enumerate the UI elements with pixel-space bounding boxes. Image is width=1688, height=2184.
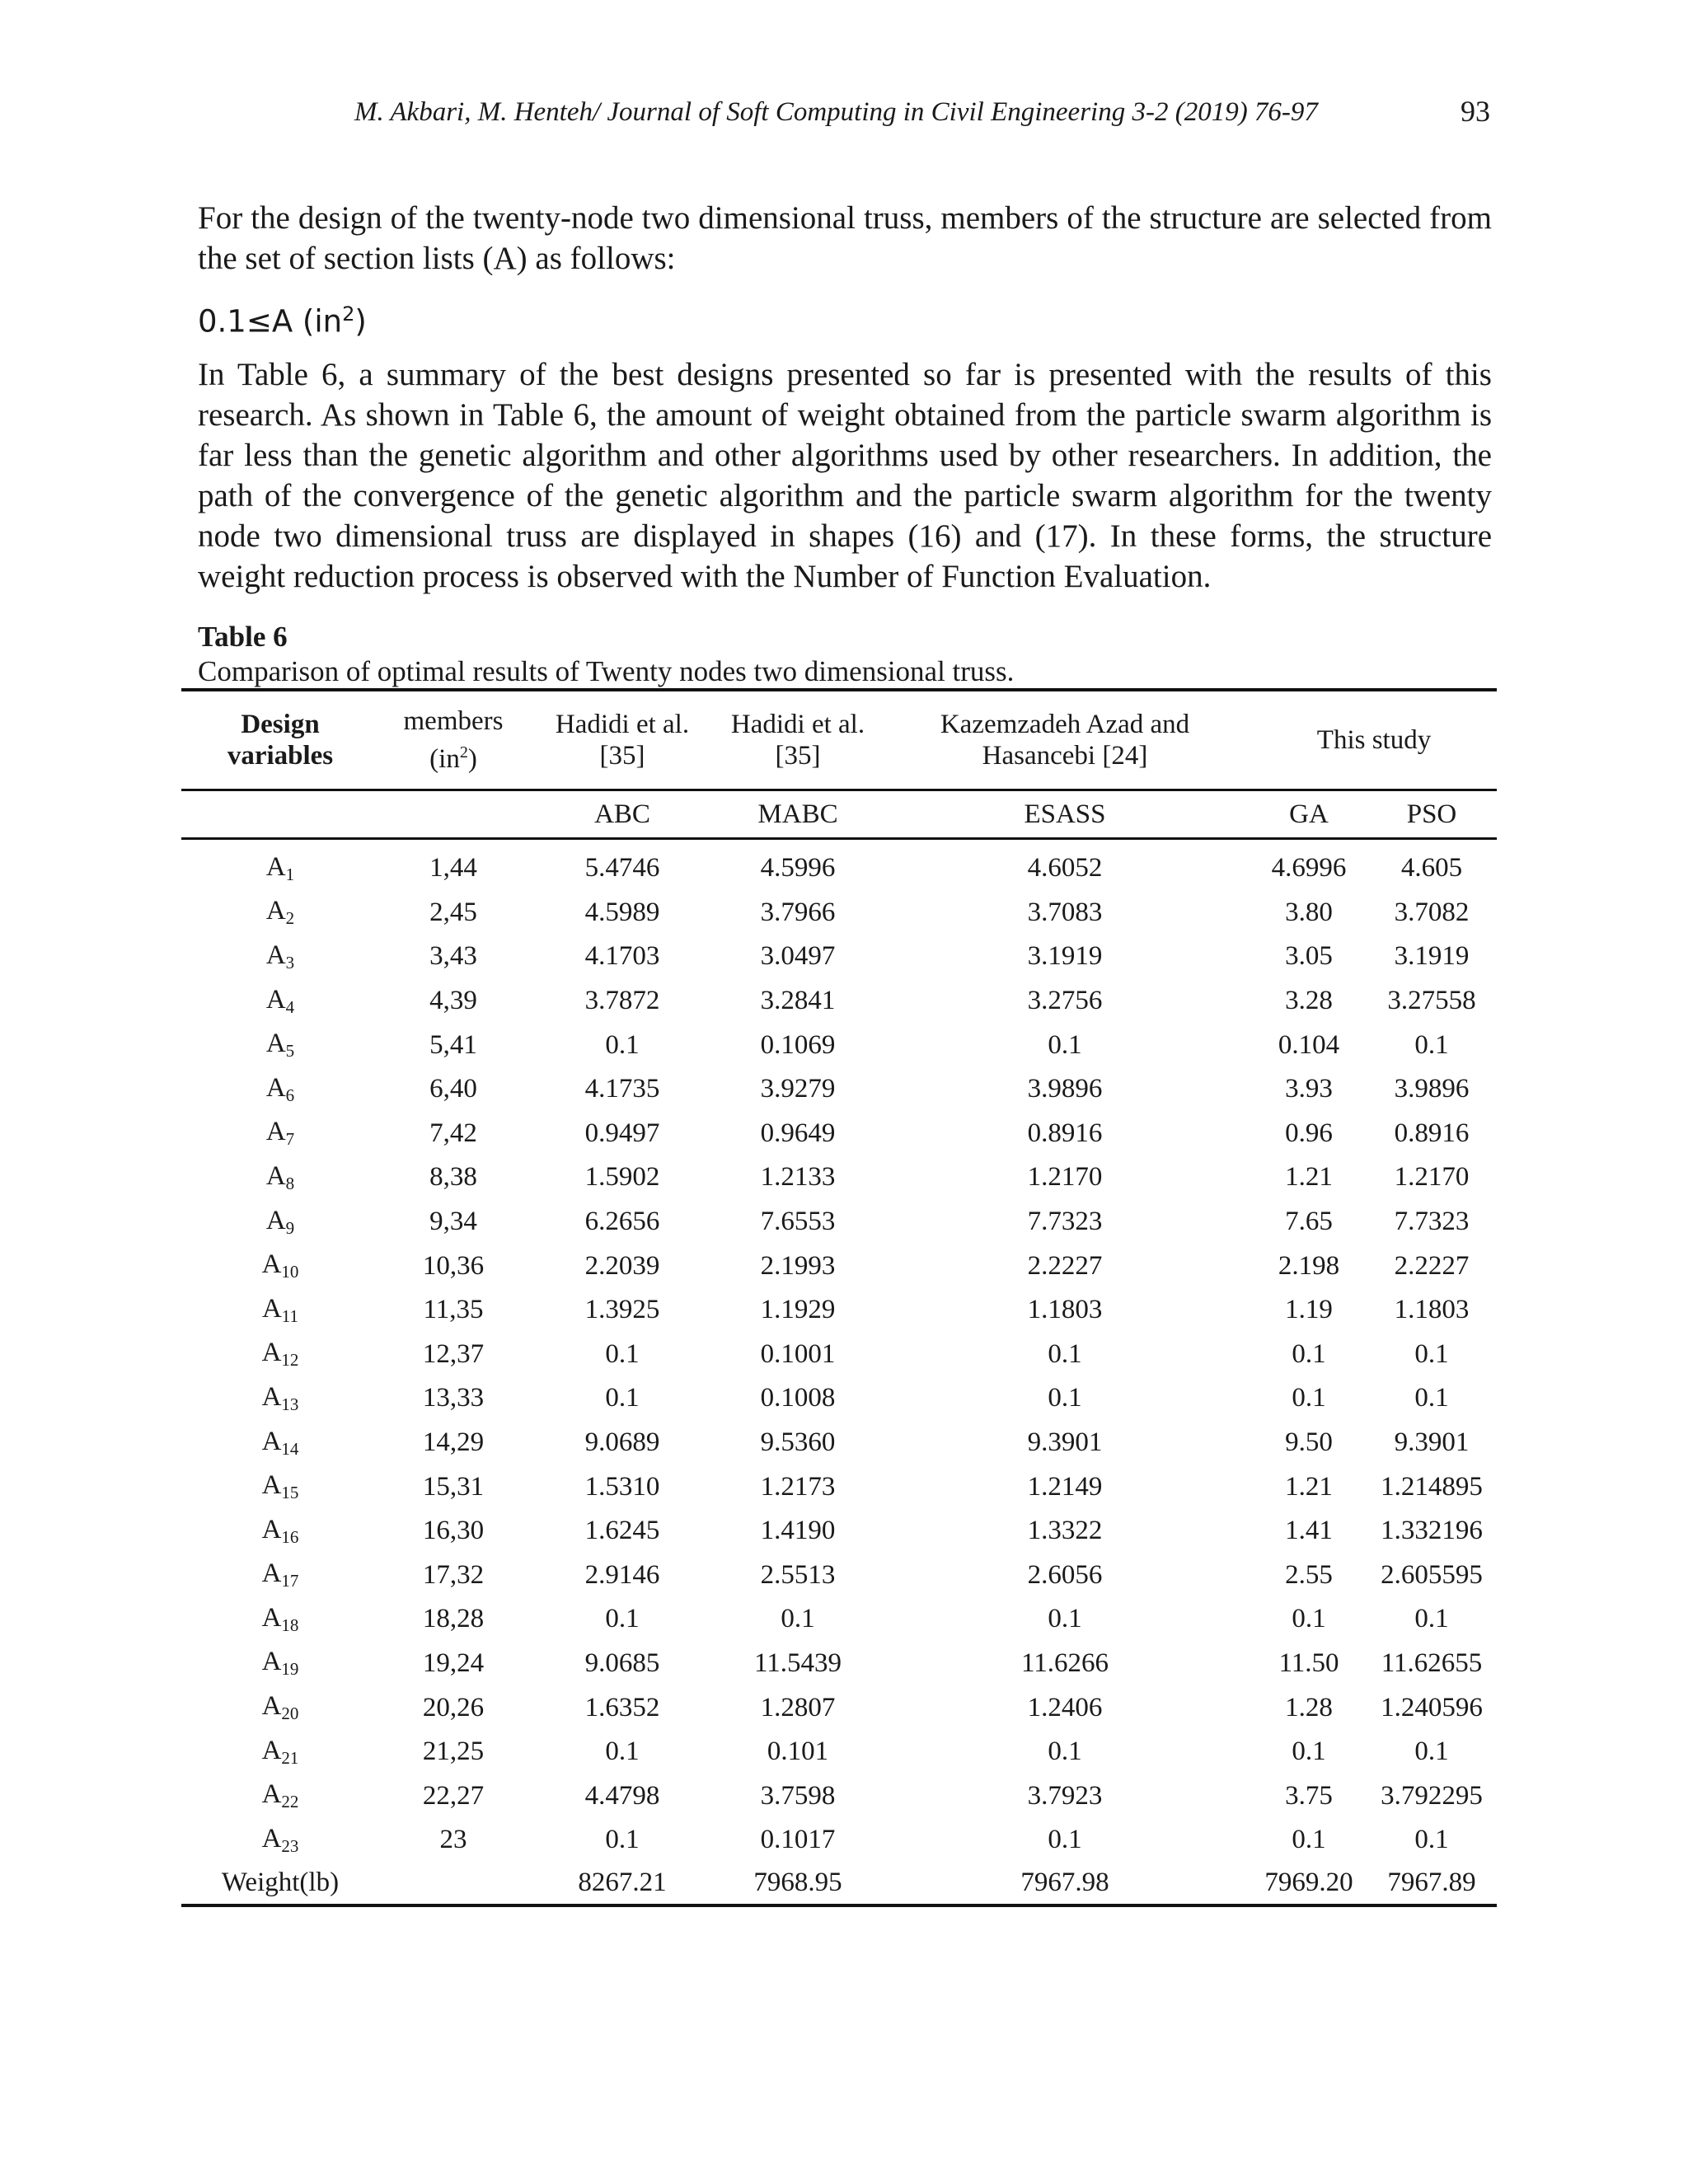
cell-members: 8,38: [429, 1162, 477, 1193]
table-row: [181, 1818, 1497, 1863]
cell-mabc: 3.9279: [760, 1074, 836, 1104]
cell-mabc: 0.1008: [760, 1383, 836, 1413]
cell-variable: $A_{11}$: [261, 1293, 299, 1326]
cell-pso: 9.3901: [1394, 1427, 1470, 1458]
cell-esass: 1.1803: [1027, 1295, 1103, 1325]
cell-members: 13,33: [422, 1383, 485, 1413]
cell-variable: $A_4$: [265, 984, 295, 1017]
table-header-row: [181, 690, 1497, 790]
header-hadidi-abc: Hadidi et al. [35]: [555, 710, 690, 771]
cell-ga: 1.19: [1285, 1295, 1333, 1325]
cell-esass: 0.1: [1048, 1736, 1082, 1767]
cell-abc: 1.3925: [584, 1295, 660, 1325]
page-header: [0, 97, 1688, 138]
results-table: [181, 688, 1497, 1907]
weight-ga: 7969.20: [1264, 1868, 1353, 1898]
formula-close: ): [354, 303, 367, 340]
cell-mabc: 0.1: [781, 1604, 815, 1634]
cell-pso: 3.792295: [1381, 1780, 1483, 1811]
table-row: [181, 1421, 1497, 1465]
cell-members: 23: [439, 1825, 467, 1855]
cell-ga: 1.28: [1285, 1692, 1333, 1722]
cell-pso: 0.1: [1414, 1338, 1449, 1369]
cell-variable: $A_6$: [265, 1072, 295, 1105]
cell-variable: $A_{22}$: [261, 1779, 299, 1812]
table-row: [181, 1465, 1497, 1509]
cell-abc: 0.1: [605, 1338, 640, 1369]
cell-ga: 1.21: [1285, 1162, 1333, 1193]
cell-abc: 1.6352: [584, 1692, 660, 1722]
cell-members: 14,29: [422, 1427, 485, 1458]
cell-mabc: 2.1993: [760, 1250, 836, 1281]
table-row: [181, 935, 1497, 979]
table-caption: Comparison of optimal results of Twenty nodes two dimensional truss.: [198, 655, 1015, 687]
weight-label: Weight(lb): [221, 1868, 340, 1898]
cell-variable: $A_{23}$: [261, 1823, 299, 1856]
table-row: [181, 891, 1497, 935]
cell-members: 15,31: [422, 1471, 485, 1502]
cell-esass: 1.2149: [1027, 1471, 1103, 1502]
cell-variable: $A_{21}$: [261, 1735, 299, 1768]
cell-abc: 1.5310: [584, 1471, 660, 1502]
cell-abc: 0.1: [605, 1604, 640, 1634]
cell-members: 17,32: [422, 1559, 485, 1590]
cell-pso: 2.605595: [1381, 1559, 1483, 1590]
running-head: M. Akbari, M. Henteh/ Journal of Soft Computing in Civil Engineering 3-2 (2019) 76-97: [354, 97, 1318, 127]
cell-mabc: 1.2173: [760, 1471, 836, 1502]
cell-abc: 4.1735: [584, 1074, 660, 1104]
cell-esass: 9.3901: [1027, 1427, 1103, 1458]
cell-mabc: 0.9649: [760, 1118, 836, 1148]
cell-ga: 0.1: [1292, 1736, 1326, 1767]
cell-variable: $A_{12}$: [261, 1338, 299, 1371]
table-row: [181, 1333, 1497, 1377]
table-row: [181, 1023, 1497, 1067]
cell-pso: 0.1: [1414, 1825, 1449, 1855]
cell-mabc: 1.1929: [760, 1295, 836, 1325]
table-row: [181, 1597, 1497, 1642]
cell-ga: 0.96: [1285, 1118, 1333, 1148]
weight-mabc: 7968.95: [753, 1868, 842, 1898]
cell-abc: 1.5902: [584, 1162, 660, 1193]
weight-row: [181, 1863, 1497, 1905]
cell-abc: 2.2039: [584, 1250, 660, 1281]
cell-members: 9,34: [429, 1207, 477, 1237]
cell-mabc: 0.1001: [760, 1338, 836, 1369]
table-row: [181, 1554, 1497, 1598]
cell-ga: 3.75: [1285, 1780, 1333, 1811]
cell-mabc: 0.1017: [760, 1825, 836, 1855]
cell-esass: 2.6056: [1027, 1559, 1103, 1590]
weight-abc: 8267.21: [578, 1868, 667, 1898]
table-row: [181, 1200, 1497, 1244]
cell-ga: 3.93: [1285, 1074, 1333, 1104]
cell-pso: 1.332196: [1381, 1516, 1483, 1546]
cell-ga: 2.55: [1285, 1559, 1333, 1590]
cell-members: 11,35: [423, 1295, 484, 1325]
cell-abc: 5.4746: [584, 853, 660, 883]
cell-abc: 6.2656: [584, 1207, 660, 1237]
section-constraint-formula: [198, 302, 367, 339]
cell-variable: $A_8$: [265, 1160, 295, 1193]
cell-abc: 9.0685: [584, 1647, 660, 1678]
cell-esass: 0.1: [1048, 1029, 1082, 1060]
method-abc: ABC: [528, 790, 717, 839]
cell-pso: 1.214895: [1381, 1471, 1483, 1502]
cell-esass: 4.6052: [1027, 853, 1103, 883]
table-row: [181, 839, 1497, 891]
cell-esass: 1.2170: [1027, 1162, 1103, 1193]
cell-variable: $A_5$: [265, 1029, 295, 1062]
cell-variable: $A_{13}$: [261, 1381, 299, 1414]
page-number: 93: [1461, 95, 1490, 128]
cell-pso: 11.62655: [1381, 1647, 1483, 1678]
cell-mabc: 3.7966: [760, 897, 836, 927]
cell-mabc: 3.7598: [760, 1780, 836, 1811]
table-row: [181, 1112, 1497, 1156]
cell-members: 20,26: [422, 1692, 485, 1722]
cell-variable: $A_{14}$: [261, 1426, 299, 1459]
cell-abc: 4.1703: [584, 941, 660, 972]
header-this-study: This study: [1316, 725, 1432, 755]
cell-mabc: 0.101: [767, 1736, 829, 1767]
table-row: [181, 1730, 1497, 1774]
cell-members: 1,44: [429, 853, 477, 883]
cell-abc: 1.6245: [584, 1516, 660, 1546]
header-design-variables: Design variables: [227, 710, 334, 771]
cell-pso: 1.1803: [1394, 1295, 1470, 1325]
formula-superscript: 2: [342, 302, 355, 326]
formula-text: 0.1≤A (in: [198, 303, 343, 340]
cell-mabc: 0.1069: [760, 1029, 836, 1060]
method-pso: PSO: [1367, 790, 1497, 839]
cell-variable: $A_{10}$: [261, 1249, 299, 1282]
cell-ga: 0.1: [1292, 1338, 1326, 1369]
method-mabc: MABC: [717, 790, 879, 839]
cell-abc: 4.4798: [584, 1780, 660, 1811]
cell-variable: $A_3$: [265, 940, 295, 972]
cell-pso: 4.605: [1400, 853, 1463, 883]
cell-pso: 3.7082: [1394, 897, 1470, 927]
cell-abc: 0.1: [605, 1825, 640, 1855]
cell-ga: 2.198: [1278, 1250, 1340, 1281]
cell-esass: 11.6266: [1020, 1647, 1109, 1678]
cell-pso: 3.9896: [1394, 1074, 1470, 1104]
cell-variable: $A_1$: [265, 851, 295, 884]
cell-members: 7,42: [429, 1118, 477, 1148]
cell-ga: 0.1: [1292, 1604, 1326, 1634]
cell-ga: 0.104: [1278, 1029, 1340, 1060]
cell-variable: $A_{17}$: [261, 1558, 299, 1591]
cell-ga: 9.50: [1285, 1427, 1333, 1458]
cell-ga: 1.21: [1285, 1471, 1333, 1502]
cell-members: 21,25: [422, 1736, 485, 1767]
table-method-row: [181, 790, 1497, 839]
cell-esass: 3.2756: [1027, 986, 1103, 1016]
weight-esass: 7967.98: [1020, 1868, 1109, 1898]
cell-abc: 2.9146: [584, 1559, 660, 1590]
cell-variable: $A_9$: [265, 1205, 295, 1238]
cell-pso: 0.1: [1414, 1029, 1449, 1060]
cell-members: 4,39: [429, 986, 477, 1016]
cell-esass: 0.1: [1048, 1825, 1082, 1855]
cell-esass: 0.1: [1048, 1383, 1082, 1413]
table-row: [181, 1067, 1497, 1112]
table-body: [181, 839, 1497, 1863]
cell-members: 22,27: [422, 1780, 485, 1811]
weight-members: [379, 1863, 528, 1905]
cell-esass: 0.1: [1048, 1338, 1082, 1369]
cell-variable: $A_7$: [265, 1117, 295, 1150]
cell-abc: 4.5989: [584, 897, 660, 927]
cell-members: 2,45: [429, 897, 477, 927]
cell-members: 6,40: [429, 1074, 477, 1104]
cell-pso: 0.1: [1414, 1604, 1449, 1634]
cell-ga: 4.6996: [1271, 853, 1347, 883]
cell-mabc: 3.0497: [760, 941, 836, 972]
table-row: [181, 1155, 1497, 1200]
cell-pso: 0.1: [1414, 1736, 1449, 1767]
paragraph-intro: For the design of the twenty-node two dimensional truss, members of the structure are selected from the set of section lists (A) as follows:: [198, 200, 1492, 276]
cell-pso: 3.1919: [1394, 941, 1470, 972]
cell-ga: 7.65: [1285, 1207, 1333, 1237]
cell-esass: 3.7083: [1027, 897, 1103, 927]
header-kazemzadeh: Kazemzadeh Azad and Hasancebi [24]: [940, 710, 1190, 771]
table-row: [181, 1376, 1497, 1421]
cell-variable: $A_{20}$: [261, 1691, 299, 1724]
cell-ga: 3.80: [1285, 897, 1333, 927]
cell-esass: 7.7323: [1027, 1207, 1103, 1237]
cell-esass: 3.7923: [1027, 1780, 1103, 1811]
cell-abc: 0.1: [605, 1029, 640, 1060]
table-row: [181, 1685, 1497, 1730]
table-row: [181, 1509, 1497, 1554]
cell-mabc: 2.5513: [760, 1559, 836, 1590]
cell-abc: 0.1: [605, 1383, 640, 1413]
cell-variable: $A_{19}$: [261, 1647, 299, 1680]
table-row: [181, 1288, 1497, 1333]
cell-ga: 1.41: [1285, 1516, 1333, 1546]
cell-members: 19,24: [422, 1647, 485, 1678]
cell-esass: 3.1919: [1027, 941, 1103, 972]
cell-members: 12,37: [422, 1338, 485, 1369]
cell-abc: 0.9497: [584, 1118, 660, 1148]
cell-mabc: 11.5439: [753, 1647, 842, 1678]
cell-ga: 11.50: [1278, 1647, 1339, 1678]
table-row: [181, 1642, 1497, 1686]
cell-pso: 1.240596: [1381, 1692, 1483, 1722]
header-hadidi-mabc: Hadidi et al. [35]: [730, 710, 865, 771]
cell-mabc: 1.2807: [760, 1692, 836, 1722]
cell-esass: 0.8916: [1027, 1118, 1103, 1148]
table-row: [181, 1774, 1497, 1818]
cell-ga: 3.05: [1285, 941, 1333, 972]
paragraph-summary: In Table 6, a summary of the best designs presented so far is presented with the results of this research. As shown in Table 6, the amount of weight obtained from the particle swarm algorithm is far less than the genetic algorithm and other algorithms used by other researchers. In addition, the path of the convergence of the genetic algorithm and the particle swarm algorithm for the twenty node two dimensional truss are displayed in shapes (16) and (17). In these forms, the structure weight reduction process is observed with the Number of Function Evaluation.: [198, 357, 1492, 594]
cell-esass: 1.2406: [1027, 1692, 1103, 1722]
table-title: Table 6: [198, 621, 288, 653]
cell-mabc: 3.2841: [760, 986, 836, 1016]
cell-mabc: 7.6553: [760, 1207, 836, 1237]
cell-mabc: 9.5360: [760, 1427, 836, 1458]
cell-pso: 0.1: [1414, 1383, 1449, 1413]
cell-variable: $A_{15}$: [261, 1470, 299, 1503]
cell-members: 16,30: [422, 1516, 485, 1546]
cell-mabc: 1.2133: [760, 1162, 836, 1193]
method-ga: GA: [1251, 790, 1367, 839]
cell-ga: 0.1: [1292, 1383, 1326, 1413]
cell-esass: 0.1: [1048, 1604, 1082, 1634]
table-row: [181, 1244, 1497, 1288]
cell-abc: 0.1: [605, 1736, 640, 1767]
cell-ga: 0.1: [1292, 1825, 1326, 1855]
cell-pso: 7.7323: [1394, 1207, 1470, 1237]
cell-abc: 9.0689: [584, 1427, 660, 1458]
cell-pso: 2.2227: [1394, 1250, 1470, 1281]
cell-variable: $A_{16}$: [261, 1514, 299, 1547]
cell-members: 18,28: [422, 1604, 485, 1634]
cell-ga: 3.28: [1285, 986, 1333, 1016]
header-members: members $(in^2)$: [403, 706, 504, 774]
cell-mabc: 4.5996: [760, 853, 836, 883]
cell-pso: 3.27558: [1387, 986, 1476, 1016]
table-row: [181, 979, 1497, 1024]
cell-members: 3,43: [429, 941, 477, 972]
cell-esass: 1.3322: [1027, 1516, 1103, 1546]
cell-pso: 1.2170: [1394, 1162, 1470, 1193]
method-esass: ESASS: [879, 790, 1251, 839]
cell-variable: $A_{18}$: [261, 1602, 299, 1635]
cell-members: 5,41: [429, 1029, 477, 1060]
cell-mabc: 1.4190: [760, 1516, 836, 1546]
cell-abc: 3.7872: [584, 986, 660, 1016]
weight-pso: 7967.89: [1387, 1868, 1476, 1898]
cell-esass: 2.2227: [1027, 1250, 1103, 1281]
cell-variable: $A_2$: [265, 896, 295, 929]
cell-esass: 3.9896: [1027, 1074, 1103, 1104]
cell-members: 10,36: [422, 1250, 485, 1281]
cell-pso: 0.8916: [1394, 1118, 1470, 1148]
